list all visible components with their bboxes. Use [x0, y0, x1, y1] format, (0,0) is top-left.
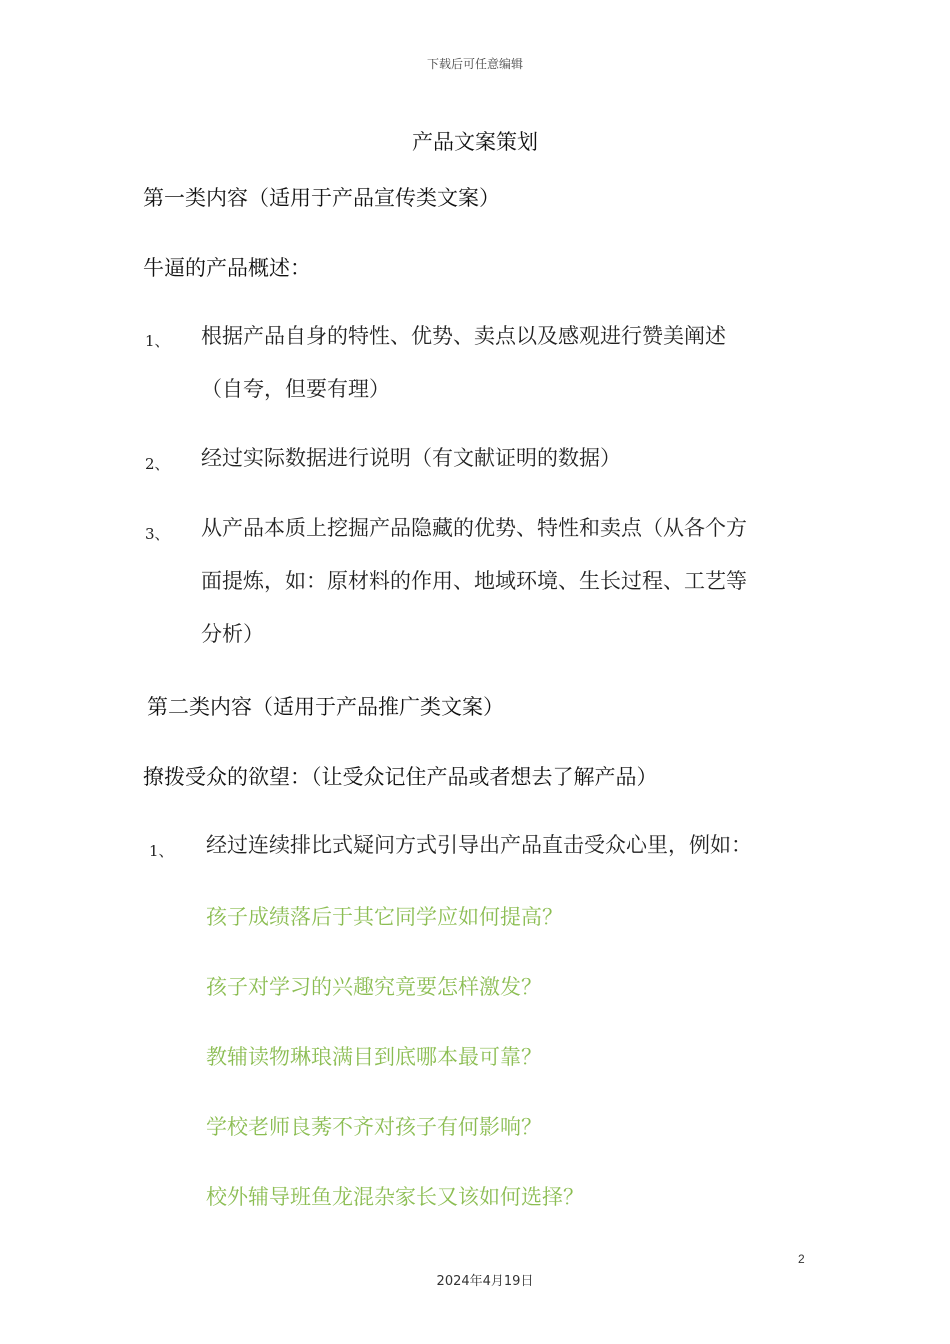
section2-item1-number: 1、 [149, 842, 174, 860]
document-title: 产品文案策划 [412, 130, 538, 154]
header-note: 下载后可任意编辑 [426, 57, 523, 71]
example-question: 校外辅导班鱼龙混杂家长又该如何选择？ [206, 1185, 584, 1209]
section1-item2-number: 2、 [145, 455, 170, 473]
section2-subheading: 撩拨受众的欲望：（让受众记住产品或者想去了解产品） [143, 765, 658, 789]
section1-item3-line2: 面提炼，如：原材料的作用、地域环境、生长过程、工艺等 [201, 569, 747, 593]
example-question: 孩子对学习的兴趣究竟要怎样激发？ [206, 975, 542, 999]
section2-item1-text: 经过连续排比式疑问方式引导出产品直击受众心里，例如： [206, 833, 752, 857]
section1-item3-line3: 分析） [201, 622, 264, 646]
section1-item2-line1: 经过实际数据进行说明（有文献证明的数据） [201, 446, 621, 470]
section1-item1-line2: （自夸，但要有理） [201, 377, 390, 401]
section2-heading: 第二类内容（适用于产品推广类文案） [147, 695, 504, 719]
section1-subheading: 牛逼的产品概述： [143, 256, 311, 280]
example-question: 孩子成绩落后于其它同学应如何提高？ [206, 905, 563, 929]
example-question: 学校老师良莠不齐对孩子有何影响？ [206, 1115, 542, 1139]
page-number: 2 [798, 1252, 805, 1266]
example-question: 教辅读物琳琅满目到底哪本最可靠？ [206, 1045, 542, 1069]
section1-heading: 第一类内容（适用于产品宣传类文案） [143, 186, 500, 210]
section1-item1-number: 1、 [145, 332, 170, 350]
footer-date: 2024年4月19日 [436, 1274, 534, 1289]
section1-item3-line1: 从产品本质上挖掘产品隐藏的优势、特性和卖点（从各个方 [201, 516, 747, 540]
section1-item1-line1: 根据产品自身的特性、优势、卖点以及感观进行赞美阐述 [201, 324, 726, 348]
section1-item3-number: 3、 [145, 525, 170, 543]
